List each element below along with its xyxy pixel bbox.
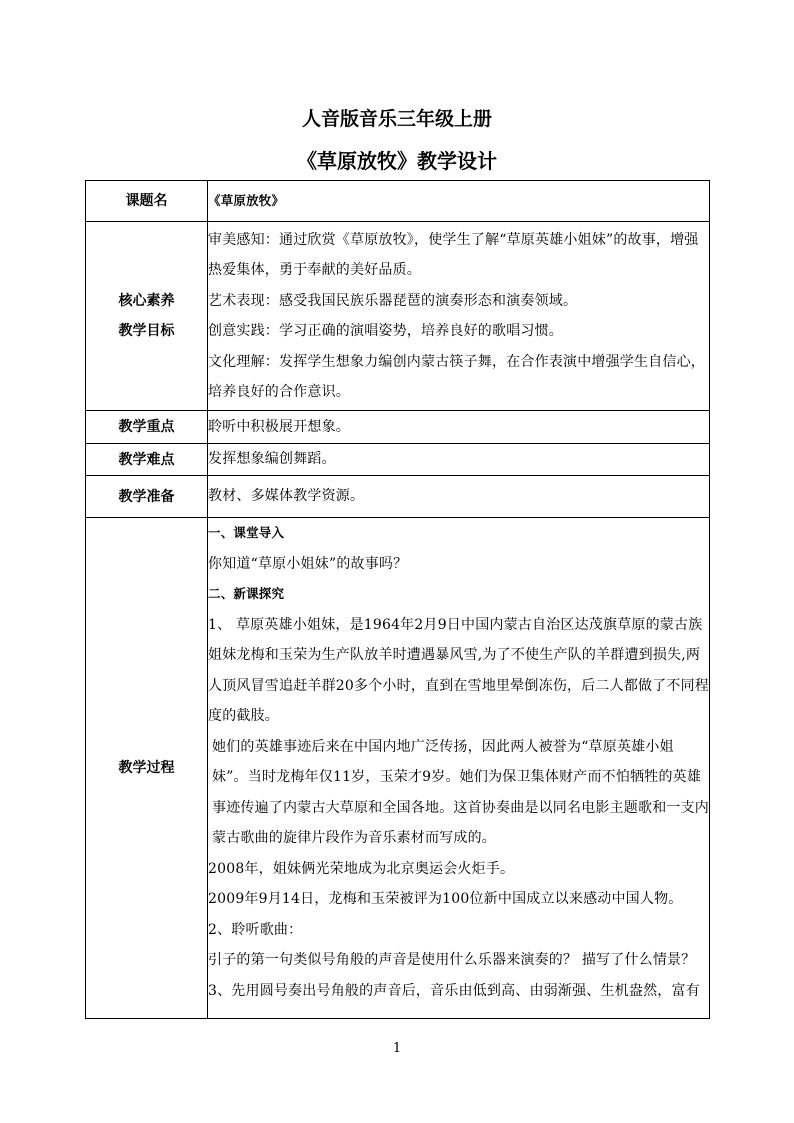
preparation-value: 教材、多媒体教学资源。 (208, 476, 710, 518)
section-heading-intro: 一、课堂导入 (208, 525, 285, 540)
table-row-key-points (86, 411, 710, 444)
topic-label: 课题名 (86, 181, 208, 222)
process-value (208, 518, 710, 1019)
table-row-topic (86, 181, 710, 222)
document-title: 人音版音乐三年级上册 (301, 108, 492, 130)
process-paragraph: 2、聆听歌曲： (208, 921, 303, 938)
section-intro-text: 你知道“草原小姐妹”的故事吗？ (208, 555, 408, 572)
table-row-process (86, 518, 710, 1019)
difficulties-value: 发挥想象编创舞蹈。 (208, 444, 710, 476)
lesson-plan-table (85, 180, 710, 1019)
objectives-label (86, 222, 208, 411)
objective-aesthetic: 审美感知：通过欣赏《草原放牧》，使学生了解“草原英雄小姐妹”的故事，增强热爱集体，勇于奉献的美好品质。 (208, 231, 699, 278)
topic-value (208, 181, 710, 222)
objectives-label-line2: 教学目标 (118, 323, 175, 339)
process-paragraph: 3、先用圆号奏出号角般的声音后，音乐由低到高、由弱渐强、生机盎然，富有 (208, 982, 700, 999)
objective-expression: 艺术表现：感受我国民族乐器琵琶的演奏形态和演奏领域。 (208, 292, 578, 309)
key-points-value: 聆听中积极展开想象。 (208, 411, 710, 444)
page-number: 1 (392, 1041, 402, 1056)
document-subtitle: 《草原放牧》教学设计 (297, 149, 497, 173)
objective-culture: 文化理解：发挥学生想象力编创内蒙古筷子舞，在合作表演中增强学生自信心，培养良好的合作意识。 (208, 353, 705, 400)
process-paragraph: 2009年9月14日，龙梅和玉荣被评为100位新中国成立以来感动中国人物。 (208, 891, 683, 907)
key-points-label: 教学重点 (86, 411, 208, 444)
process-paragraph: 她们的英雄事迹后来在中国内地广泛传扬，因此两人被誉为“草原英雄小姐妹”。当时龙梅年仅11岁，玉荣才9岁。她们为保卫集体财产而不怕牺牲的英雄事迹传遍了内蒙古大草原和全国各地。这首协奏曲是以同名电影主题歌和一支内蒙古歌曲的旋律片段作为音乐素材而写成的。 (212, 738, 709, 846)
objectives-value (208, 222, 710, 411)
difficulties-label: 教学难点 (86, 444, 208, 476)
process-paragraph: 1、 草原英雄小姐妹，是1964年2月9日中国内蒙古自治区达茂旗草原的蒙古族姐妹龙梅和玉荣为生产队放羊时遭遇暴风雪,为了不使生产队的羊群遭到损失,两人顶风冒雪追赶羊群20多个小时，直到在雪地里晕倒冻伤，后二人都做了不同程度的截肢。 (208, 616, 710, 724)
preparation-label: 教学准备 (86, 476, 208, 518)
table-row-preparation (86, 476, 710, 518)
process-paragraph: 引子的第一句类似号角般的声音是使用什么乐器来演奏的？ 描写了什么情景？ (208, 952, 696, 968)
table-row-objectives (86, 222, 710, 411)
process-label: 教学过程 (86, 518, 208, 1019)
section-heading-explore: 二、新课探究 (208, 586, 285, 601)
topic-text: 《草原放牧》 (208, 192, 285, 208)
objective-creative: 创意实践：学习正确的演唱姿势，培养良好的歌唱习惯。 (208, 323, 563, 339)
objectives-label-line1: 核心素养 (118, 293, 175, 309)
table-row-difficulties (86, 444, 710, 476)
process-paragraph: 2008年，姐妹俩光荣地成为北京奥运会火炬手。 (208, 860, 515, 877)
